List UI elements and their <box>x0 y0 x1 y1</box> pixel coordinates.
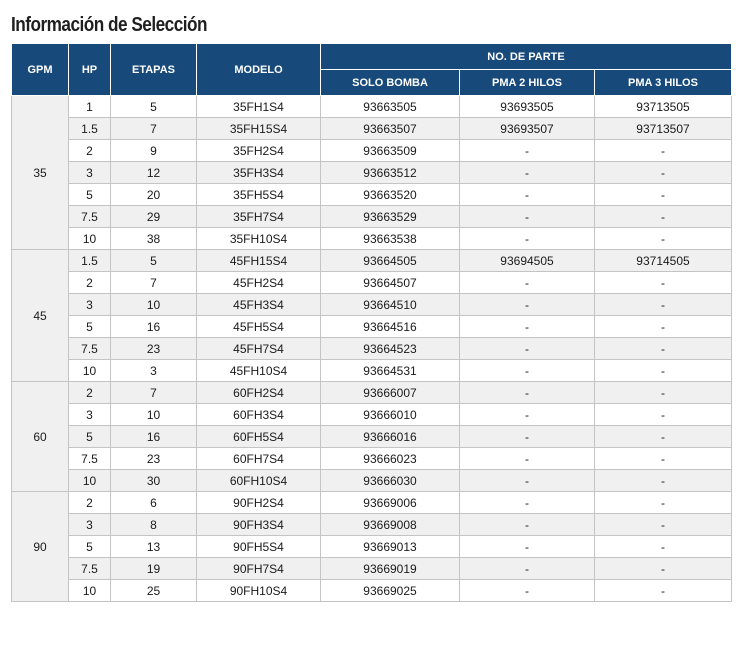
table-row <box>12 96 732 118</box>
table-row <box>12 470 732 492</box>
etapas-cell: 29 <box>111 206 197 228</box>
modelo-cell: 35FH3S4 <box>197 162 321 184</box>
solo-bomba-cell: 93663509 <box>321 140 460 162</box>
modelo-cell: 60FH2S4 <box>197 382 321 404</box>
hp-cell: 3 <box>69 514 111 536</box>
pma-3-hilos-cell: - <box>595 536 732 558</box>
table-row <box>12 272 732 294</box>
table-row <box>12 184 732 206</box>
etapas-cell: 13 <box>111 536 197 558</box>
etapas-cell: 23 <box>111 338 197 360</box>
gpm-cell: 35 <box>12 96 69 250</box>
solo-bomba-cell: 93666023 <box>321 448 460 470</box>
hp-cell: 3 <box>69 162 111 184</box>
pma-2-hilos-cell: - <box>460 448 595 470</box>
modelo-cell: 60FH5S4 <box>197 426 321 448</box>
modelo-cell: 45FH5S4 <box>197 316 321 338</box>
solo-bomba-cell: 93663507 <box>321 118 460 140</box>
pma-2-hilos-cell: - <box>460 162 595 184</box>
table-row <box>12 426 732 448</box>
etapas-cell: 23 <box>111 448 197 470</box>
modelo-cell: 60FH3S4 <box>197 404 321 426</box>
pma-2-hilos-cell: 93694505 <box>460 250 595 272</box>
modelo-cell: 35FH15S4 <box>197 118 321 140</box>
etapas-cell: 5 <box>111 96 197 118</box>
etapas-cell: 8 <box>111 514 197 536</box>
pma-2-hilos-cell: - <box>460 558 595 580</box>
table-row <box>12 404 732 426</box>
modelo-cell: 90FH2S4 <box>197 492 321 514</box>
pma-3-hilos-cell: - <box>595 316 732 338</box>
etapas-cell: 10 <box>111 294 197 316</box>
solo-bomba-cell: 93664523 <box>321 338 460 360</box>
pma-2-hilos-cell: 93693505 <box>460 96 595 118</box>
table-row <box>12 514 732 536</box>
hp-cell: 10 <box>69 470 111 492</box>
hp-cell: 1.5 <box>69 250 111 272</box>
pma-3-hilos-cell: - <box>595 448 732 470</box>
table-row <box>12 338 732 360</box>
pma-3-hilos-cell: - <box>595 294 732 316</box>
etapas-cell: 7 <box>111 118 197 140</box>
modelo-cell: 35FH7S4 <box>197 206 321 228</box>
pma-2-hilos-cell: - <box>460 514 595 536</box>
table-row <box>12 206 732 228</box>
solo-bomba-cell: 93663529 <box>321 206 460 228</box>
hp-cell: 2 <box>69 140 111 162</box>
hp-cell: 10 <box>69 360 111 382</box>
col-header-solo-bomba: SOLO BOMBA <box>321 70 460 96</box>
hp-cell: 10 <box>69 580 111 602</box>
modelo-cell: 35FH10S4 <box>197 228 321 250</box>
pma-2-hilos-cell: - <box>460 382 595 404</box>
pma-3-hilos-cell: - <box>595 228 732 250</box>
pma-2-hilos-cell: - <box>460 272 595 294</box>
etapas-cell: 7 <box>111 272 197 294</box>
solo-bomba-cell: 93664507 <box>321 272 460 294</box>
modelo-cell: 35FH5S4 <box>197 184 321 206</box>
pma-3-hilos-cell: 93714505 <box>595 250 732 272</box>
col-header-hp: HP <box>69 44 111 96</box>
hp-cell: 1.5 <box>69 118 111 140</box>
pma-2-hilos-cell: - <box>460 492 595 514</box>
solo-bomba-cell: 93666007 <box>321 382 460 404</box>
table-row <box>12 382 732 404</box>
solo-bomba-cell: 93663520 <box>321 184 460 206</box>
pma-2-hilos-cell: - <box>460 360 595 382</box>
etapas-cell: 5 <box>111 250 197 272</box>
pma-2-hilos-cell: - <box>460 206 595 228</box>
modelo-cell: 45FH10S4 <box>197 360 321 382</box>
etapas-cell: 20 <box>111 184 197 206</box>
pma-3-hilos-cell: - <box>595 360 732 382</box>
table-row <box>12 558 732 580</box>
hp-cell: 2 <box>69 272 111 294</box>
table-row <box>12 492 732 514</box>
pma-2-hilos-cell: - <box>460 580 595 602</box>
pma-3-hilos-cell: - <box>595 558 732 580</box>
pma-2-hilos-cell: - <box>460 316 595 338</box>
table-row <box>12 580 732 602</box>
solo-bomba-cell: 93666010 <box>321 404 460 426</box>
col-header-modelo: MODELO <box>197 44 321 96</box>
solo-bomba-cell: 93663538 <box>321 228 460 250</box>
pma-2-hilos-cell: - <box>460 426 595 448</box>
pma-2-hilos-cell: - <box>460 140 595 162</box>
gpm-cell: 60 <box>12 382 69 492</box>
pma-2-hilos-cell: 93693507 <box>460 118 595 140</box>
etapas-cell: 30 <box>111 470 197 492</box>
solo-bomba-cell: 93669013 <box>321 536 460 558</box>
table-header <box>12 44 732 96</box>
pma-3-hilos-cell: 93713507 <box>595 118 732 140</box>
table-body <box>12 96 732 602</box>
etapas-cell: 3 <box>111 360 197 382</box>
pma-3-hilos-cell: - <box>595 338 732 360</box>
hp-cell: 5 <box>69 316 111 338</box>
modelo-cell: 45FH3S4 <box>197 294 321 316</box>
page-title: Información de Selección <box>11 14 207 36</box>
col-header-etapas: ETAPAS <box>111 44 197 96</box>
table-row <box>12 294 732 316</box>
table-row <box>12 162 732 184</box>
etapas-cell: 38 <box>111 228 197 250</box>
modelo-cell: 45FH2S4 <box>197 272 321 294</box>
etapas-cell: 9 <box>111 140 197 162</box>
hp-cell: 5 <box>69 184 111 206</box>
pma-2-hilos-cell: - <box>460 536 595 558</box>
table-row <box>12 360 732 382</box>
pma-3-hilos-cell: - <box>595 272 732 294</box>
gpm-cell: 45 <box>12 250 69 382</box>
hp-cell: 1 <box>69 96 111 118</box>
modelo-cell: 60FH7S4 <box>197 448 321 470</box>
pma-2-hilos-cell: - <box>460 404 595 426</box>
pma-3-hilos-cell: - <box>595 184 732 206</box>
pma-2-hilos-cell: - <box>460 338 595 360</box>
pma-3-hilos-cell: - <box>595 382 732 404</box>
modelo-cell: 45FH7S4 <box>197 338 321 360</box>
col-header-pma-3-hilos: PMA 3 HILOS <box>595 70 732 96</box>
table-row <box>12 250 732 272</box>
table-row <box>12 140 732 162</box>
solo-bomba-cell: 93664516 <box>321 316 460 338</box>
etapas-cell: 16 <box>111 426 197 448</box>
hp-cell: 5 <box>69 536 111 558</box>
etapas-cell: 7 <box>111 382 197 404</box>
pma-2-hilos-cell: - <box>460 470 595 492</box>
solo-bomba-cell: 93664531 <box>321 360 460 382</box>
solo-bomba-cell: 93663512 <box>321 162 460 184</box>
hp-cell: 2 <box>69 492 111 514</box>
pma-3-hilos-cell: - <box>595 140 732 162</box>
hp-cell: 7.5 <box>69 448 111 470</box>
modelo-cell: 90FH7S4 <box>197 558 321 580</box>
table-row <box>12 228 732 250</box>
hp-cell: 7.5 <box>69 206 111 228</box>
solo-bomba-cell: 93669008 <box>321 514 460 536</box>
pma-3-hilos-cell: - <box>595 162 732 184</box>
pma-3-hilos-cell: - <box>595 470 732 492</box>
solo-bomba-cell: 93669006 <box>321 492 460 514</box>
selection-table <box>11 43 732 602</box>
hp-cell: 2 <box>69 382 111 404</box>
pma-3-hilos-cell: 93713505 <box>595 96 732 118</box>
etapas-cell: 25 <box>111 580 197 602</box>
table-row <box>12 118 732 140</box>
modelo-cell: 35FH1S4 <box>197 96 321 118</box>
modelo-cell: 35FH2S4 <box>197 140 321 162</box>
etapas-cell: 6 <box>111 492 197 514</box>
col-header-gpm: GPM <box>12 44 69 96</box>
hp-cell: 7.5 <box>69 558 111 580</box>
etapas-cell: 10 <box>111 404 197 426</box>
solo-bomba-cell: 93669025 <box>321 580 460 602</box>
hp-cell: 3 <box>69 294 111 316</box>
pma-3-hilos-cell: - <box>595 404 732 426</box>
pma-2-hilos-cell: - <box>460 294 595 316</box>
hp-cell: 5 <box>69 426 111 448</box>
modelo-cell: 90FH5S4 <box>197 536 321 558</box>
solo-bomba-cell: 93669019 <box>321 558 460 580</box>
pma-3-hilos-cell: - <box>595 492 732 514</box>
pma-2-hilos-cell: - <box>460 184 595 206</box>
table-row <box>12 536 732 558</box>
table-row <box>12 316 732 338</box>
etapas-cell: 19 <box>111 558 197 580</box>
etapas-cell: 16 <box>111 316 197 338</box>
hp-cell: 7.5 <box>69 338 111 360</box>
modelo-cell: 60FH10S4 <box>197 470 321 492</box>
solo-bomba-cell: 93664505 <box>321 250 460 272</box>
solo-bomba-cell: 93663505 <box>321 96 460 118</box>
pma-3-hilos-cell: - <box>595 426 732 448</box>
table-row <box>12 448 732 470</box>
hp-cell: 3 <box>69 404 111 426</box>
solo-bomba-cell: 93664510 <box>321 294 460 316</box>
modelo-cell: 45FH15S4 <box>197 250 321 272</box>
modelo-cell: 90FH3S4 <box>197 514 321 536</box>
pma-3-hilos-cell: - <box>595 580 732 602</box>
etapas-cell: 12 <box>111 162 197 184</box>
pma-2-hilos-cell: - <box>460 228 595 250</box>
pma-3-hilos-cell: - <box>595 206 732 228</box>
solo-bomba-cell: 93666016 <box>321 426 460 448</box>
col-header-pma-2-hilos: PMA 2 HILOS <box>460 70 595 96</box>
gpm-cell: 90 <box>12 492 69 602</box>
col-header-no-parte: NO. DE PARTE <box>321 44 732 70</box>
solo-bomba-cell: 93666030 <box>321 470 460 492</box>
modelo-cell: 90FH10S4 <box>197 580 321 602</box>
hp-cell: 10 <box>69 228 111 250</box>
pma-3-hilos-cell: - <box>595 514 732 536</box>
